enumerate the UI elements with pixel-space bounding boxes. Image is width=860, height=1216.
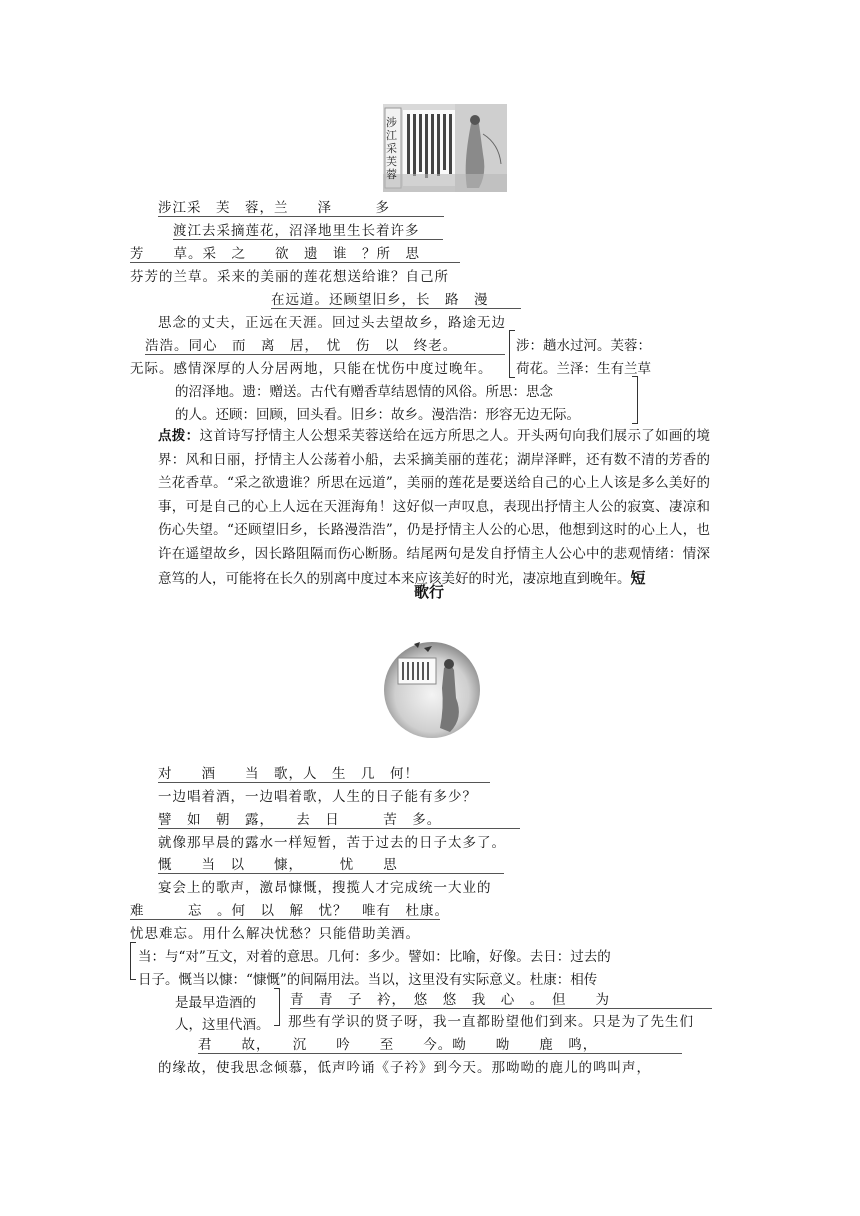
note2-bracket-right <box>274 988 280 1026</box>
poem1-note-4: 的人。还顾：回顾，回头看。旧乡：故乡。漫浩浩：形容无边无际。 <box>175 407 580 423</box>
scroll-painting-graphic <box>383 104 507 192</box>
poem1-line-4: 芬芳的兰草。采来的美丽的莲花想送给谁？自己所 <box>130 269 449 285</box>
poem2-line-8: 忧思难忘。用什么解决忧愁？只能借助美酒。 <box>130 926 420 942</box>
poem1-line-3: 芳 草。采 之 欲 遗 谁 ？所 思 <box>130 242 460 263</box>
next-title-part1: 短 <box>630 568 646 587</box>
poem1-line-7: 浩浩。同心 而 离 居， 忧 伤 以 终老。 <box>145 334 505 355</box>
poem2-line-5: 慨 当 以 慷， 忧 思 <box>158 853 504 874</box>
poem1-note-1: 涉：趟水过河。芙蓉： <box>516 338 651 354</box>
note-bracket-left <box>509 330 515 378</box>
note-bracket-right <box>632 376 638 424</box>
short-song-illustration-image <box>384 628 480 750</box>
poem-illustration-image <box>383 104 507 192</box>
poem1-line-6: 思念的丈夫，正远在天涯。回过头去望故乡，路途无边 <box>158 315 506 331</box>
calligraphy-title: 涉江采芙蓉 <box>386 116 397 181</box>
poem2-note-1: 当：与“对”互文，对着的意思。几何：多少。譬如：比喻，好像。去日：过去的 <box>138 949 611 965</box>
poem2-line-1: 对 酒 当 歌，人 生 几 何！ <box>158 762 490 783</box>
poem2b-line-2: 那些有学识的贤子呀，我一直都盼望他们到来。只是为了先生们 <box>288 1014 694 1030</box>
poem2b-line-4: 的缘故，使我思念倾慕，低声吟诵《子衿》到今天。那呦呦的鹿儿的鸣叫声， <box>158 1060 651 1076</box>
poem1-line-5: 在远道。还顾望旧乡，长 路 漫 <box>271 288 521 309</box>
commentary-paragraph <box>158 425 710 591</box>
commentary-text: 这首诗写抒情主人公想采芙蓉送给在远方所思之人。开头两句向我们展示了如画的境界：风和日丽，抒情主人公荡着小船，去采摘美丽的莲花；湖岸泽畔，还有数不清的芳香的兰花香草。“采之欲遗谁？所思在远道”，美丽的莲花是要送给自己的心上人该是多么美好的事，可是自己的心上人远在天涯海角！这好似一声叹息，表现出抒情主人公的寂寞、凄凉和伤心失望。“还顾望旧乡，长路漫浩浩”，仍是抒情主人公的心思，他想到这时的心上人，也许在遥望故乡，因长路阻隔而伤心断肠。结尾两句是发自抒情主人公心中的悲观情绪：情深意笃的人，可能将在长久的别离中度过本来应该美好的时光，凄凉地直到晚年。 <box>158 428 711 587</box>
poem1-note-2: 荷花。兰泽：生有兰草 <box>516 361 651 377</box>
commentary-label: 点拨： <box>158 428 200 444</box>
note2-bracket-left <box>130 942 136 980</box>
poem1-note-3: 的沼泽地。遗：赠送。古代有赠香草结恩情的风俗。所思：思念 <box>175 384 553 400</box>
poem2-note-3: 是最早造酒的 <box>175 995 256 1011</box>
poem2-line-2: 一边唱着酒，一边唱着歌，人生的日子能有多少？ <box>158 789 477 805</box>
poem2-line-6: 宴会上的歌声，激昂慷慨，搜揽人才完成统一大业的 <box>158 880 492 896</box>
poem2-note-2: 日子。慨当以慷：“慷慨”的间隔用法。当以，这里没有实际意义。杜康：相传 <box>138 972 598 988</box>
poem2-line-7: 难 忘 。何 以 解 忧？ 唯有 杜康。 <box>130 899 440 920</box>
poem2-line-4: 就像那早晨的露水一样短暂，苦于过去的日子太多了。 <box>158 835 506 851</box>
poem1-line-8: 无际。感情深厚的人分居两地，只能在忧伤中度过晚年。 <box>130 361 493 377</box>
circular-painting-graphic <box>384 628 480 750</box>
poem2-line-3: 譬 如 朝 露， 去 日 苦 多。 <box>158 808 520 829</box>
poem1-line-2: 渡江去采摘莲花，沼泽地里生长着许多 <box>173 219 443 240</box>
poem2-note-4: 人，这里代酒。 <box>175 1017 270 1033</box>
poem2b-line-3: 君 故， 沉 吟 至 今。呦 呦 鹿 鸣， <box>198 1033 682 1054</box>
poem1-line-1: 涉江采 芙 蓉，兰 泽 多 <box>158 196 444 217</box>
poem2b-line-1: 青 青 子 衿， 悠 悠 我 心 。 但 为 <box>290 988 712 1009</box>
next-title-part2: 歌行 <box>414 583 445 601</box>
